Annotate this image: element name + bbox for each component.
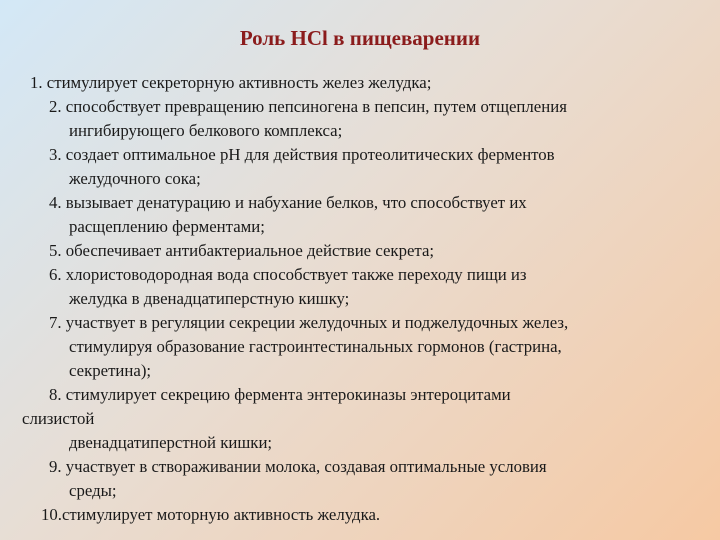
list-item-continuation: желудка в двенадцатиперстную кишку; bbox=[69, 289, 350, 308]
list-item-continuation: секретина); bbox=[69, 361, 152, 380]
list-item: 9. участвует в створаживании молока, создавая оптимальные условия bbox=[49, 457, 547, 476]
list-item-continuation: желудочного сока; bbox=[69, 169, 201, 188]
list-item: 5. обеспечивает антибактериальное действие секрета; bbox=[49, 241, 435, 260]
list-item: 2. способствует превращению пепсиногена в пепсин, путем отщепления bbox=[49, 97, 567, 116]
list-item: 6. хлористоводородная вода способствует также переходу пищи из bbox=[49, 265, 527, 284]
list-item-continuation: среды; bbox=[69, 481, 117, 500]
slide-title: Роль HCl в пищеварении bbox=[239, 26, 481, 50]
list-item: 10.стимулирует моторную активность желудка. bbox=[41, 505, 381, 524]
list-item: 7. участвует в регуляции секреции желудочных и поджелудочных желез, bbox=[49, 313, 569, 332]
list-item: 3. создает оптимальное pH для действия протеолитических ферментов bbox=[49, 145, 555, 164]
list-item-continuation: двенадцатиперстной кишки; bbox=[69, 433, 273, 452]
list-item-continuation: расщеплению ферментами; bbox=[69, 217, 265, 236]
list-item-continuation: ингибирующего белкового комплекса; bbox=[69, 121, 343, 140]
list-item: 8. стимулирует секрецию фермента энтерокиназы энтероцитами bbox=[49, 385, 511, 404]
list-item: 1. стимулирует секреторную активность желез желудка; bbox=[30, 73, 432, 92]
list-item-continuation: слизистой bbox=[22, 409, 95, 428]
list-item-continuation: стимулируя образование гастроинтестинальных гормонов (гастрина, bbox=[69, 337, 562, 356]
list-item: 4. вызывает денатурацию и набухание белков, что способствует их bbox=[49, 193, 527, 212]
